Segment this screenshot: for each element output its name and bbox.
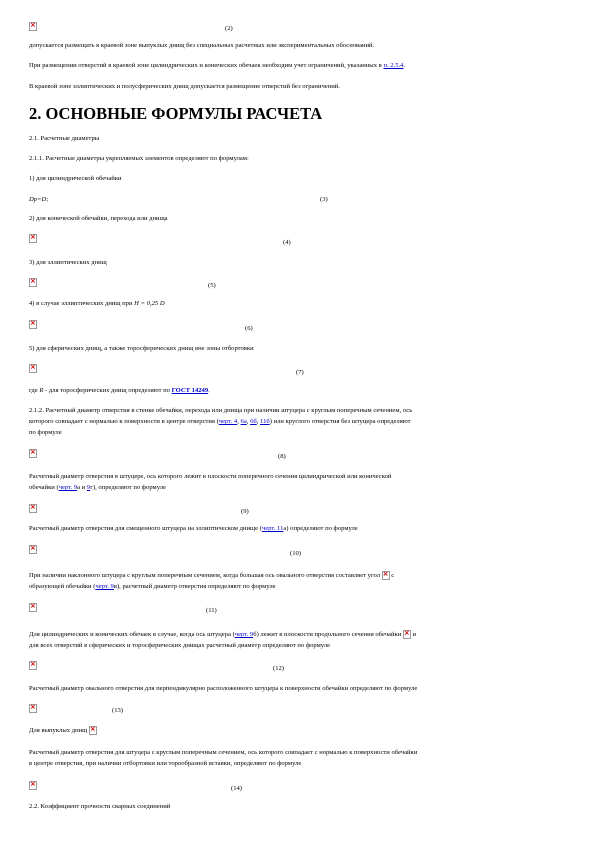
link-drawing-11a[interactable]: черт. 11 <box>261 525 284 532</box>
broken-image-icon <box>29 704 37 713</box>
paragraph-line: Для цилиндрических и конических обечаек в случае, когда ось штуцера (черт. 9б) лежит в плоскости продольного сечения обечайки × и <box>29 630 416 640</box>
paragraph-line: по формуле <box>29 429 62 436</box>
broken-image-icon <box>29 22 37 31</box>
section-heading: 2. ОСНОВНЫЕ ФОРМУЛЫ РАСЧЕТА <box>29 104 323 123</box>
link-section-2-5-4[interactable]: п. 2.5.4 <box>383 62 404 69</box>
formula-row-4 <box>29 234 37 244</box>
formula-row-11 <box>29 603 37 613</box>
formula-row-6 <box>29 320 37 330</box>
paragraph-line: для всех отверстий в сферических и торосферических днищах расчетный диаметр определяют по формуле <box>29 642 331 649</box>
equation-number: (8) <box>278 453 286 460</box>
formula-row-7 <box>29 364 37 374</box>
broken-image-icon <box>29 320 37 329</box>
formula-row-10 <box>29 545 37 555</box>
equation-number: (13) <box>112 707 123 714</box>
formula-row-13 <box>29 704 37 714</box>
broken-image-icon <box>29 603 37 612</box>
link-drawing-9v[interactable]: черт. 9 <box>95 583 114 590</box>
paragraph-line: в центре отверстия, при наличии отбортовки или торообразной вставки, определяют по формуле <box>29 760 302 767</box>
link-drawing-6a[interactable]: 6а <box>240 418 247 425</box>
equation-number: (11) <box>206 607 217 614</box>
equation-number: (10) <box>290 550 301 557</box>
broken-image-icon <box>29 661 37 670</box>
equation-number: (14) <box>231 785 242 792</box>
broken-image-icon <box>29 234 37 243</box>
broken-image-icon <box>29 278 37 287</box>
list-item: 5) для сферических днищ, а также торосферических днищ вне зоны отбортовки <box>29 345 254 352</box>
equation-number: (6) <box>245 325 253 332</box>
paragraph: Расчетный диаметр отверстия для смещенного штуцера на эллиптическом днище (черт. 11а) определяют по формуле <box>29 525 358 532</box>
list-item: 2) для конической обечайки, перехода или днища <box>29 215 168 222</box>
list-item: 1) для цилиндрической обечайки <box>29 175 122 182</box>
formula-row-8 <box>29 449 37 459</box>
link-drawing-9b[interactable]: черт. 9 <box>234 631 254 639</box>
paragraph: 2.1.1. Расчетные диаметры укрепляемых элементов определяют по формулам: <box>29 155 249 162</box>
formula-row-12 <box>29 661 37 671</box>
paragraph-line: Расчетный диаметр отверстия для штуцера с круглым поперечным сечением, ось которого совпадает с нормалью к поверхности обечайки <box>29 749 418 756</box>
formula-text: Dp=D; <box>29 196 49 203</box>
equation-number: (4) <box>283 239 291 246</box>
equation-number: (2) <box>225 25 233 32</box>
link-drawing-9g[interactable]: 9 <box>86 484 91 491</box>
formula-row-2 <box>29 22 37 32</box>
equation-number: (9) <box>241 508 249 515</box>
subsection-title: 2.2. Коэффициент прочности сварных соединений <box>29 803 171 810</box>
formula-row-14 <box>29 781 37 791</box>
equation-number: (5) <box>208 282 216 289</box>
list-item: 4) в случае эллиптических днищ при H = 0,25 D <box>29 300 165 307</box>
paragraph: допускается размещать в краевой зоне выпуклых днищ без специальных расчетных или экспериментальных обоснований. <box>29 42 375 49</box>
broken-image-icon <box>29 364 37 373</box>
link-drawing-4[interactable]: черт. 4 <box>218 418 238 425</box>
paragraph-line: Расчетный диаметр отверстия в штуцере, ось которого лежит в плоскости поперечного сечения цилиндрической или конической <box>29 473 392 480</box>
paragraph-line: 2.1.2. Расчетный диаметр отверстия в стенке обечайки, перехода или днища при наличии штуцера с круглым поперечным сечением, ось <box>29 407 413 414</box>
link-drawing-11b[interactable]: 11б <box>260 418 270 425</box>
broken-image-icon <box>29 504 37 513</box>
broken-image-icon <box>29 449 37 458</box>
equation-number: (7) <box>296 369 304 376</box>
equation-number: (12) <box>273 665 284 672</box>
paragraph-line: обечайки (черт. 9а и 9г), определяют по формуле <box>29 484 166 491</box>
list-item: 3) для эллиптических днищ <box>29 259 107 266</box>
paragraph-line: которого совпадает с нормалью к поверхности в центре отверстия (черт. 4, 6а, 6б, 11б) или круглого отверстия без штуцера определяют <box>29 418 411 425</box>
broken-image-icon <box>29 781 37 790</box>
formula-row-5 <box>29 278 37 288</box>
paragraph: При размещении отверстий в краевой зоне цилиндрических и конических обечаек необходим учет ограничений, указанных в п. 2.5.4. <box>29 62 406 69</box>
paragraph: где R - для торосферических днищ определяют по ГОСТ 14249. <box>29 387 210 394</box>
paragraph: Расчетный диаметр овального отверстия для перпендикулярно расположенного штуцера к поверхности обечайки определяют по формуле <box>29 685 418 692</box>
link-drawing-9a[interactable]: черт. 9 <box>58 484 78 491</box>
broken-image-icon <box>89 726 97 735</box>
formula-row-9 <box>29 504 37 514</box>
paragraph-line: образующей обечайки (черт. 9в), расчетный диаметр отверстия определяют по формуле <box>29 583 276 590</box>
equation-number: (3) <box>320 196 328 203</box>
link-gost-14249[interactable]: ГОСТ 14249 <box>171 387 209 394</box>
link-drawing-6b[interactable]: 6б <box>250 418 257 425</box>
paragraph-line: При наличии наклонного штуцера с круглым поперечным сечением, когда большая ось овального отверстия составляет угол × с <box>29 571 394 581</box>
broken-image-icon <box>403 630 411 639</box>
subsection-title: 2.1. Расчетные диаметры <box>29 135 100 142</box>
paragraph: Для выпуклых днищ × <box>29 726 97 736</box>
paragraph: В краевой зоне эллиптических и полусферических днищ допускается размещение отверстий без ограничений. <box>29 83 340 90</box>
broken-image-icon <box>29 545 37 554</box>
broken-image-icon <box>382 571 390 580</box>
